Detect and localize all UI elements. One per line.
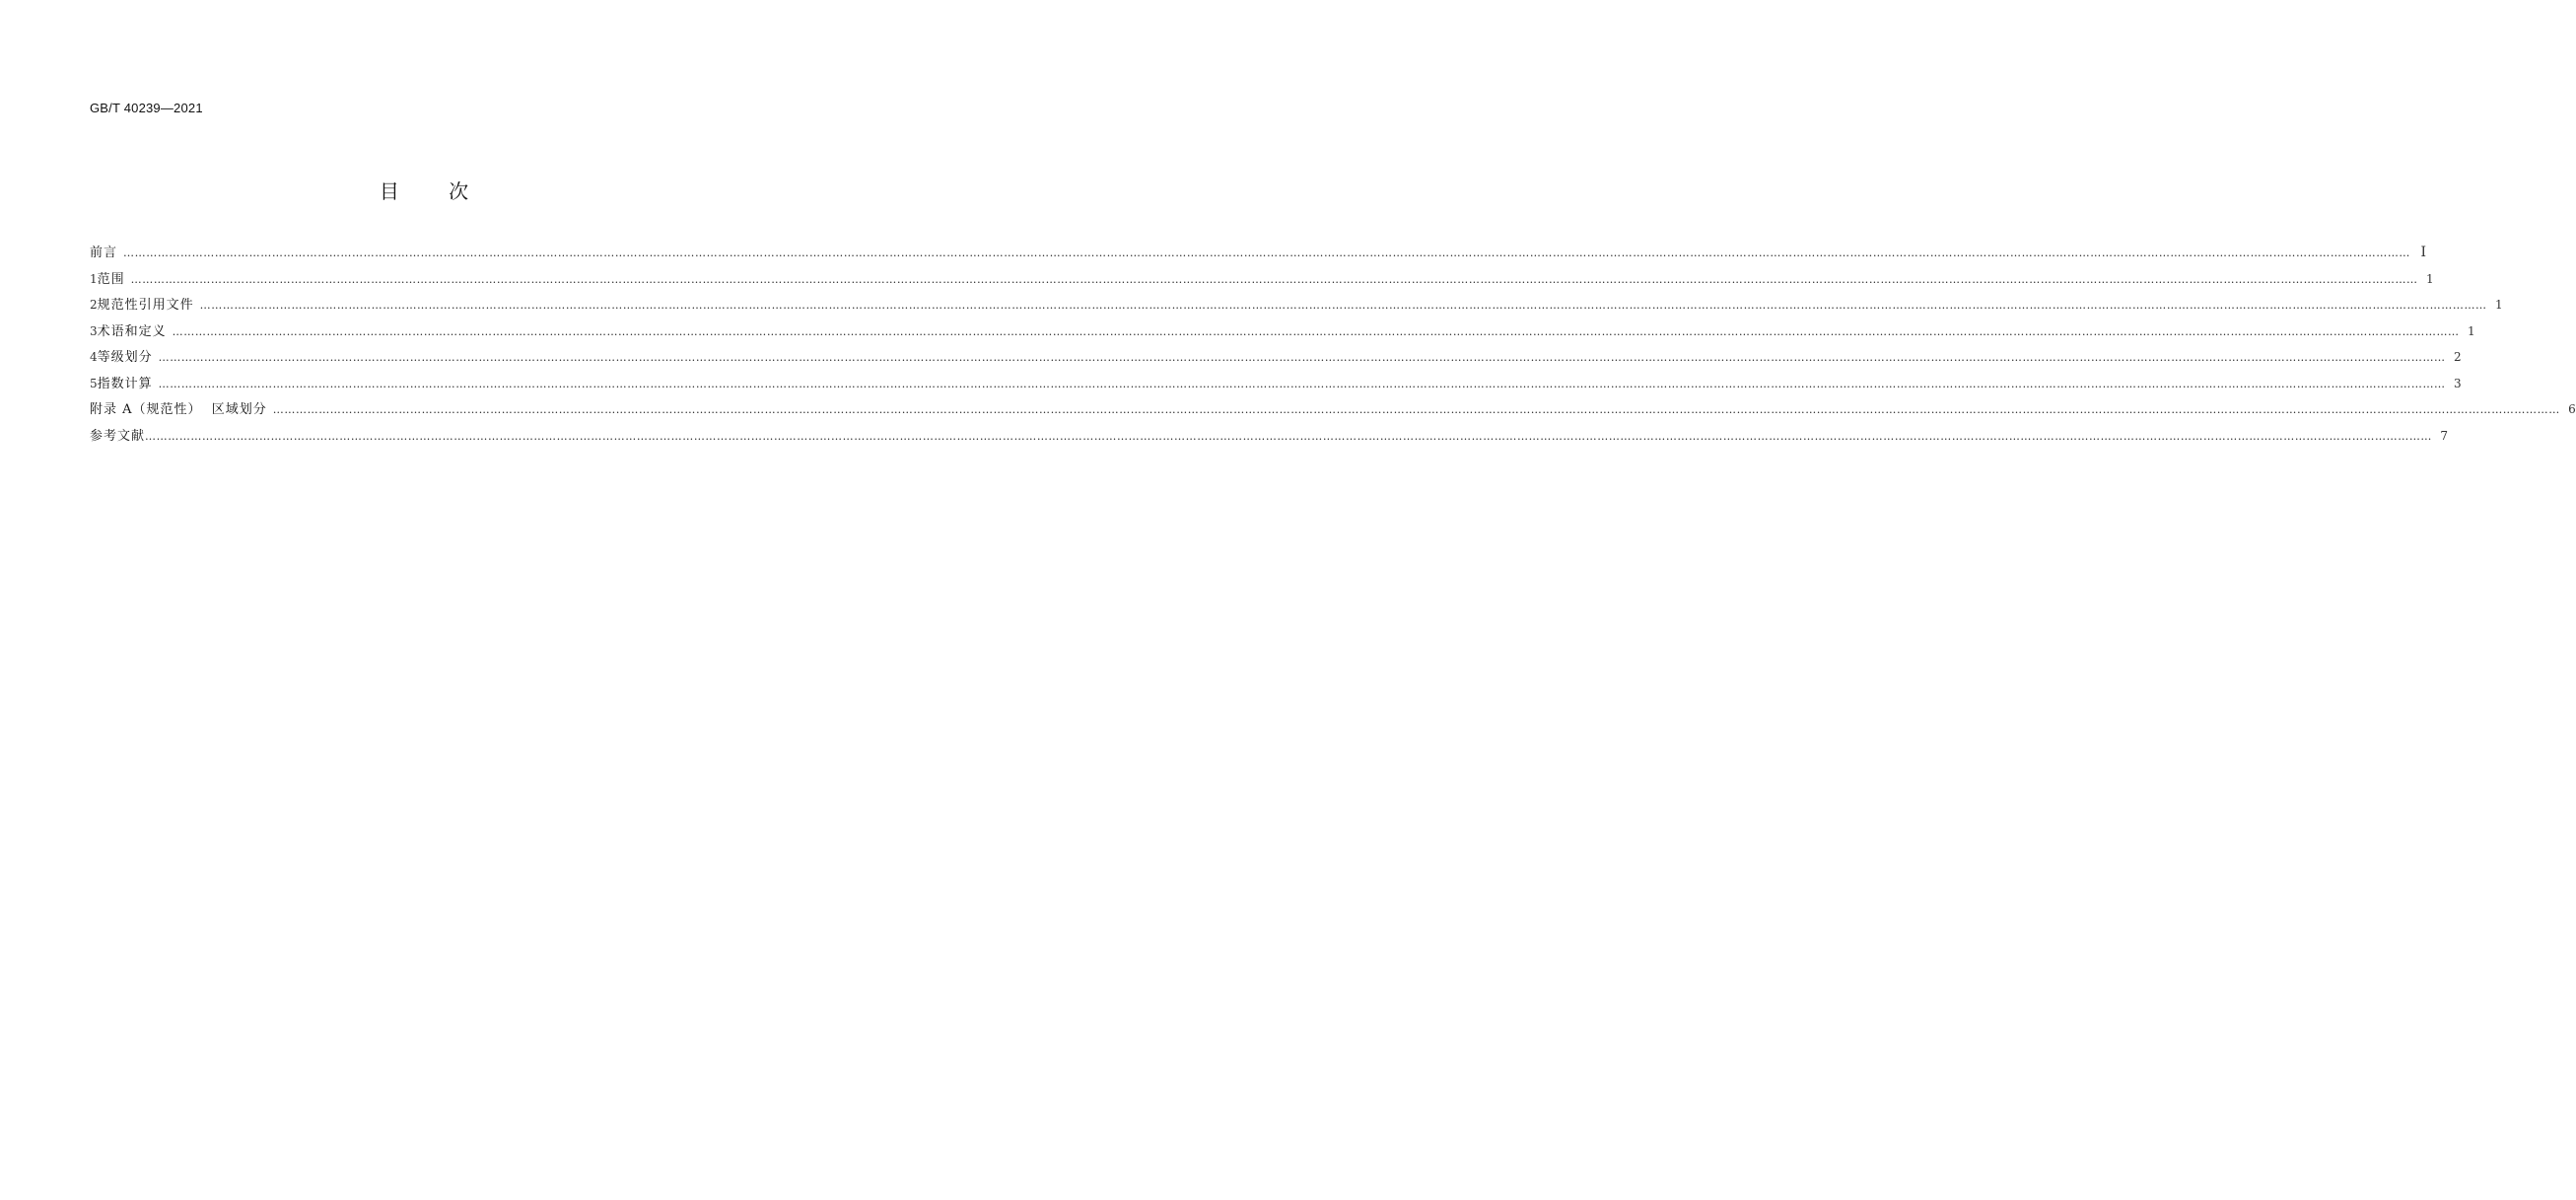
page-title: 目 次 (379, 179, 469, 203)
toc-entry-label: 术语和定义 (97, 323, 167, 339)
dot-leader: …………………………………………………………………………………………………………………………………………………………………………………………………………………………………………………………………………………………………………………………………………………………………………………………………………………………………………………………………………………………………………………………………………………… (272, 403, 2560, 416)
toc-entry-number: 5 (90, 376, 98, 390)
toc-entry-label: 范围 (97, 271, 125, 287)
toc-entry-grade-classification[interactable] (90, 347, 2462, 374)
standard-code: GB/T 40239—2021 (90, 101, 203, 115)
table-of-contents (90, 243, 2576, 452)
toc-entry-foreword[interactable] (90, 243, 2427, 269)
toc-entry-page: 1 (2495, 298, 2503, 312)
toc-entry-appendix-a[interactable] (90, 399, 2576, 426)
toc-entry-terms-definitions[interactable] (90, 321, 2475, 348)
dot-leader: …………………………………………………………………………………………………………………………………………………………………………………………………………………………………………………………………………………………………………………………………………………………………………………………………………………………………………………………………………………………………………………………………………………… (145, 429, 2433, 443)
toc-entry-number: 1 (90, 271, 98, 286)
toc-entry-label: 规范性引用文件 (97, 298, 194, 313)
toc-entry-page: 7 (2440, 428, 2449, 443)
toc-entry-number: 2 (90, 298, 98, 312)
toc-entry-label: 参考文献 (90, 428, 146, 444)
dot-leader: …………………………………………………………………………………………………………………………………………………………………………………………………………………………………………………………………………………………………………………………………………………………………………………………………………………………………………………………………………………………………………………………………………………… (130, 272, 2418, 286)
toc-entry-scope[interactable] (90, 269, 2434, 296)
toc-entry-label: 等级划分 (97, 350, 153, 365)
toc-entry-label: 前言 (90, 246, 118, 260)
toc-entry-page: 3 (2454, 376, 2462, 390)
toc-entry-label: 指数计算 (97, 376, 153, 391)
toc-entry-normative-references[interactable] (90, 295, 2503, 321)
toc-entry-index-calculation[interactable] (90, 374, 2462, 400)
toc-entry-label: 附录 A（规范性） 区域划分 (90, 402, 267, 417)
toc-entry-number: 4 (90, 350, 98, 364)
toc-entry-page: 6 (2568, 402, 2576, 416)
dot-leader: …………………………………………………………………………………………………………………………………………………………………………………………………………………………………………………………………………………………………………………………………………………………………………………………………………………………………………………………………………………………………………………………………………………… (123, 247, 2411, 259)
toc-entry-bibliography[interactable] (90, 426, 2449, 453)
dot-leader: …………………………………………………………………………………………………………………………………………………………………………………………………………………………………………………………………………………………………………………………………………………………………………………………………………………………………………………………………………………………………………………………………………………… (199, 299, 2487, 312)
dot-leader: …………………………………………………………………………………………………………………………………………………………………………………………………………………………………………………………………………………………………………………………………………………………………………………………………………………………………………………………………………………………………………………………………………………… (158, 351, 2446, 364)
toc-entry-page: 2 (2454, 350, 2462, 364)
dot-leader: …………………………………………………………………………………………………………………………………………………………………………………………………………………………………………………………………………………………………………………………………………………………………………………………………………………………………………………………………………………………………………………………………………………… (172, 324, 2460, 338)
toc-entry-page: 1 (2426, 271, 2434, 286)
toc-entry-page: Ⅰ (2420, 245, 2427, 260)
toc-entry-page: 1 (2468, 323, 2475, 338)
toc-entry-number: 3 (90, 323, 98, 338)
dot-leader: …………………………………………………………………………………………………………………………………………………………………………………………………………………………………………………………………………………………………………………………………………………………………………………………………………………………………………………………………………………………………………………………………………………… (158, 377, 2446, 390)
